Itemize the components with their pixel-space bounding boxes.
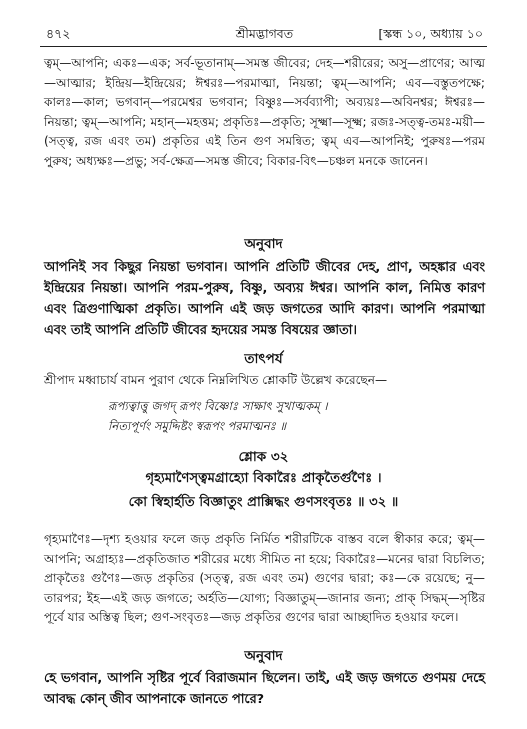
quote-line-2: নিত্যপূর্ণং সমুদ্দিষ্টং স্বরূপং পরমাত্মনঃ ॥ [108, 419, 287, 433]
heading-translation-2: অনুবাদ [244, 648, 283, 664]
synonyms-block-2 [44, 530, 485, 628]
section-label: [স্কন্ধ ১০, অধ্যায় ১০ [378, 26, 483, 41]
verse-line-2: কো স্বিহার্হতি বিজ্ঞাতুং প্রাক্সিদ্ধং গুণসংবৃতঃ ॥ ৩২ ॥ [128, 495, 399, 510]
synonyms-block-1 [44, 54, 485, 172]
verse-number: শ্লোক ৩২ [238, 449, 289, 465]
translation-text-2: হে ভগবান, আপনি সৃষ্টির পূর্বে বিরাজমান ছিলেন। তাই, এই জড় জগতে গুণময় দেহে আবদ্ধ কোন্ জীব আপনাকে জানতে পারে? [44, 671, 485, 707]
quote-block [108, 396, 487, 436]
translation-block-1 [44, 257, 485, 341]
translation-text-1: আপনিই সব কিছুর নিয়ন্তা ভগবান। আপনি প্রতিটি জীবের দেহ, প্রাণ, অহঙ্কার এবং ইন্দ্রিয়ের নিয়ন্তা। আপনি পরম-পুরুষ, বিষ্ণু, অব্যয় ঈশ্বর। আপনি কাল, নিমিত্ত কারণ এবং ত্রিগুণাত্মিকা প্রকৃতি। আপনি এই জড় জগতের আদি কারণ। আপনি পরমাত্মা এবং তাই আপনি প্রতিটি জীবের হৃদয়ের সমস্ত বিষয়ের জ্ঞাতা। [44, 260, 485, 338]
synonyms-text-2: গৃহ্যমাণৈঃ—দৃশ্য হওয়ার ফলে জড় প্রকৃতি নির্মিত শরীরটিকে বাস্তব বলে স্বীকার করে; ত্বম্—আপনি; অগ্রাহ্যঃ—প্রকৃতিজাত শরীরের মধ্যে সীমিত না হয়ে; বিকারৈঃ—মনের দ্বারা বিচলিত; প্রাকৃতৈঃ গুণৈঃ—জড় প্রকৃতির (সত্ত্ব, রজ এবং তম) গুণের দ্বারা; কঃ—কে রয়েছে; নু—তারপর; ইহ—এই জড় জগতে; অর্হতি—যোগ্য; বিজ্ঞাতুম্—জানার জন্য; প্রাক্ সিদ্ধম্—সৃষ্টির পূর্বে যার অস্তিত্ব ছিল; গুণ-সংবৃতঃ—জড় প্রকৃতির গুণের দ্বারা আচ্ছাদিত হওয়ার ফলে। [44, 532, 485, 625]
heading-translation-1: অনুবাদ [244, 236, 283, 252]
page-header [46, 26, 483, 44]
header-rule [40, 46, 487, 47]
purport-text: শ্রীপাদ মধ্বাচার্য বামন পুরাণ থেকে নিম্নলিখিত শ্লোকটি উল্লেখ করেছেন— [44, 373, 388, 387]
verse-line-1: গৃহ্যমাণৈস্ত্বমগ্রাহ্যো বিকারৈঃ প্রাকৃতৈর্গুণৈঃ । [145, 471, 382, 486]
synonyms-text-1: ত্বম্—আপনি; একঃ—এক; সর্ব-ভূতানাম্—সমস্ত জীবের; দেহ—শরীরের; অসু—প্রাণের; আত্ম—আত্মার; ইন্দ্রিয়—ইন্দ্রিয়ের; ঈশ্বরঃ—পরমাত্মা, নিয়ন্তা; ত্বম্—আপনি; এব—বস্তুতপক্ষে; কালঃ—কাল; ভগবান্—পরমেশ্বর ভগবান; বিষ্ণুঃ—সর্বব্যাপী; অব্যয়ঃ—অবিনশ্বর; ঈশ্বরঃ—নিয়ন্তা; ত্বম্—আপনি; মহান্—মহত্তম; প্রকৃতিঃ—প্রকৃতি; সূক্ষ্মা—সূক্ষ্ম; রজঃ-সত্ত্ব-তমঃ-ময়ী—(সত্ত্ব, রজ এবং তম) প্রকৃতির এই তিন গুণ সমন্বিত; ত্বম্ এব—আপনিই; পুরুষঃ—পরম পুরুষ; অধ্যক্ষঃ—প্রভু; সর্ব-ক্ষেত্র—সমস্ত জীবে; বিকার-বিৎ—চঞ্চল মনকে জানেন। [44, 56, 485, 168]
page-number: ৪৭২ [46, 26, 71, 41]
translation-block-2 [44, 668, 485, 710]
purport-block [44, 371, 485, 391]
verse-block [0, 467, 527, 515]
quote-line-1: রূপ্যত্বাত্তু জগদ্ রূপং বিষ্ণোঃ সাক্ষাৎ সুখাত্মকম্ । [108, 399, 328, 413]
book-title: শ্রীমদ্ভাগবত [235, 26, 294, 41]
heading-purport: তাৎপর্য [244, 351, 283, 367]
